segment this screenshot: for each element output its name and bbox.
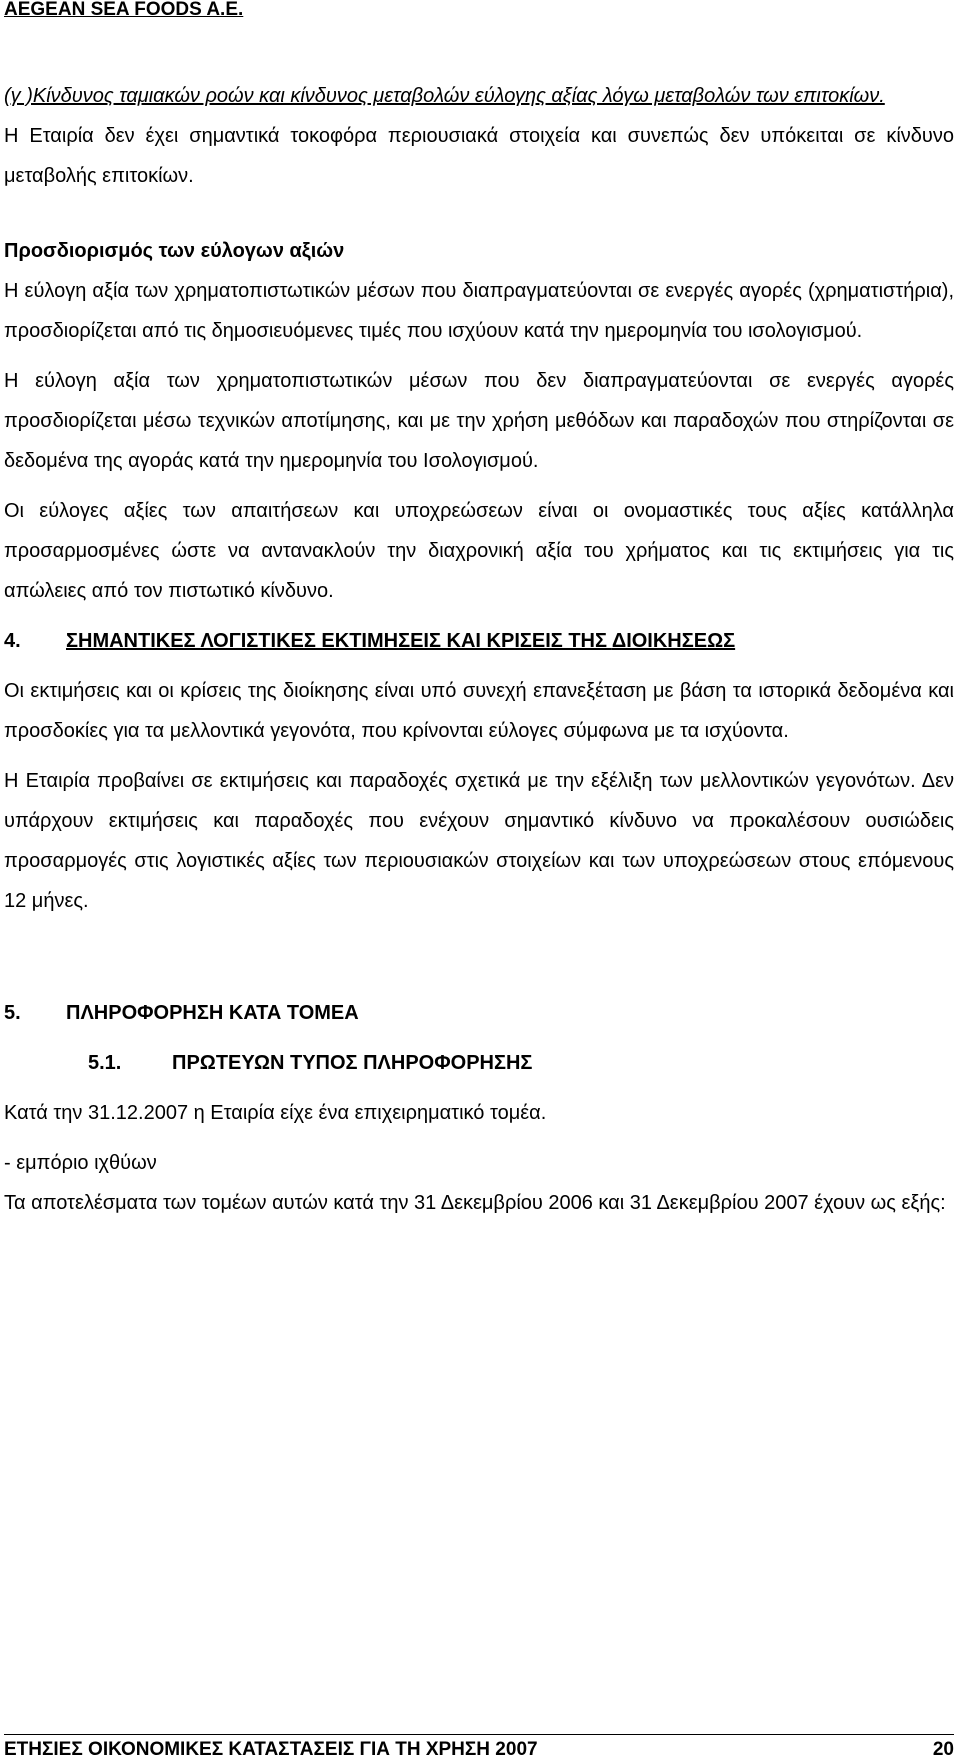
fair-value-paragraph-2: Η εύλογη αξία των χρηματοπιστωτικών μέσων που δεν διαπραγματεύονται σε ενεργές αγορές προσδιορίζεται μέσω τεχνικών αποτίμησης, και με την χρήση μεθόδων και παραδοχών που στηρίζονται σε δεδομένα της αγοράς κατά την ημερομηνία του Ισολογισμού. (4, 370, 954, 472)
section-4-paragraph-1: Οι εκτιμήσεις και οι κρίσεις της διοίκησης είναι υπό συνεχή επανεξέταση με βάση τα ιστορικά δεδομένα και προσδοκίες για τα μελλοντικά γεγονότα, που κρίνονται εύλογες σύμφωνα με τα ισχύοντα. (4, 680, 954, 742)
fair-value-heading: Προσδιορισμός των εύλογων αξιών (4, 240, 345, 262)
section-5-1-heading (4, 1043, 954, 1083)
fair-value-paragraph-1: Η εύλογη αξία των χρηματοπιστωτικών μέσων που διαπραγματεύονται σε ενεργές αγορές (χρηματιστήρια), προσδιορίζεται από τις δημοσιευόμενες τιμές που ισχύουν κατά την ημερομηνία του ισολογισμού. (4, 280, 954, 342)
section-5-1-title: ΠΡΩΤΕΥΩΝ ΤΥΠΟΣ ΠΛΗΡΟΦΟΡΗΣΗΣ (172, 1052, 533, 1074)
section-4-title: ΣΗΜΑΝΤΙΚΕΣ ΛΟΓΙΣΤΙΚΕΣ ΕΚΤΙΜΗΣΕΙΣ ΚΑΙ ΚΡΙΣΕΙΣ ΤΗΣ ΔΙΟΙΚΗΣΕΩΣ (66, 630, 736, 652)
section-5-list-item: - εμπόριο ιχθύων (4, 1152, 157, 1174)
footer-rule (4, 1734, 954, 1735)
fair-value-paragraph-3: Οι εύλογες αξίες των απαιτήσεων και υποχρεώσεων είναι οι ονομαστικές τους αξίες κατάλληλα προσαρμοσμένες ώστε να αντανακλούν την διαχρονική αξία του χρήματος και τις εκτιμήσεις για τις απώλειες από τον πιστωτικό κίνδυνο. (4, 500, 954, 602)
section-4-paragraph-2: Η Εταιρία προβαίνει σε εκτιμήσεις και παραδοχές σχετικά με την εξέλιξη των μελλοντικών γεγονότων. Δεν υπάρχουν εκτιμήσεις και παραδοχές που ενέχουν σημαντικό κίνδυνο να προκαλέσουν ουσιώδεις προσαρμογές στις λογιστικές αξίες των περιουσιακών στοιχείων και των υποχρεώσεων στους επόμενους 12 μήνες. (4, 770, 954, 912)
section-5-title: ΠΛΗΡΟΦΟΡΗΣΗ ΚΑΤΑ ΤΟΜΕΑ (66, 1002, 359, 1024)
section-5-heading (4, 993, 954, 1033)
section-5-number: 5. (4, 1002, 21, 1024)
section-5-paragraph-2: Τα αποτελέσματα των τομέων αυτών κατά την 31 Δεκεμβρίου 2006 και 31 Δεκεμβρίου 2007 έχουν ως εξής: (4, 1192, 946, 1214)
company-header: AEGEAN SEA FOODS A.E. (4, 0, 244, 20)
section-4-number: 4. (4, 630, 21, 652)
footer-title: ΕΤΗΣΙΕΣ ΟΙΚΟΝΟΜΙΚΕΣ ΚΑΤΑΣΤΑΣΕΙΣ ΓΙΑ ΤΗ ΧΡΗΣΗ 2007 (4, 1739, 538, 1760)
risk-paragraph: Η Εταιρία δεν έχει σημαντικά τοκοφόρα περιουσιακά στοιχεία και συνεπώς δεν υπόκειται σε κίνδυνο μεταβολής επιτοκίων. (4, 125, 954, 187)
section-4-heading (4, 621, 954, 661)
page-footer (4, 1740, 954, 1760)
section-5-1-number: 5.1. (88, 1052, 122, 1074)
risk-heading: (γ )Κίνδυνος ταμιακών ροών και κίνδυνος μεταβολών εύλογης αξίας λόγω μεταβολών των επιτοκίων. (4, 85, 885, 107)
section-5-paragraph-1: Κατά την 31.12.2007 η Εταιρία είχε ένα επιχειρηματικό τομέα. (4, 1102, 547, 1124)
page-number: 20 (932, 1739, 954, 1760)
page-content (4, 76, 954, 1223)
